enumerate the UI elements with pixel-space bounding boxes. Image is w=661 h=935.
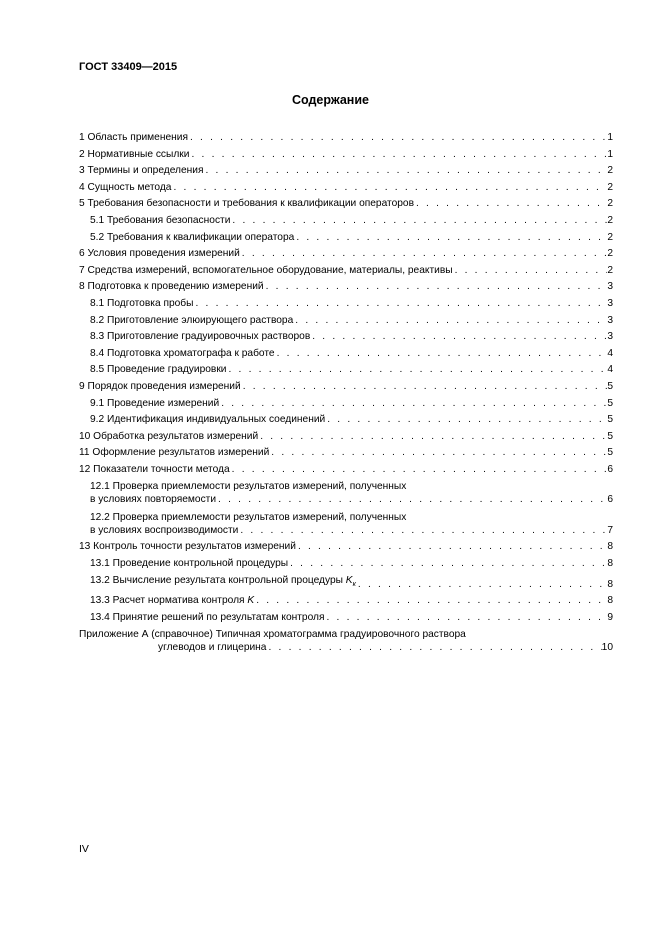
toc-entry-2[interactable]: 2 Нормативные ссылки . . . 1 bbox=[79, 147, 613, 164]
document-code: ГОСТ 33409—2015 bbox=[79, 61, 178, 73]
toc-entry-4[interactable]: 4 Сущность метода . . . 2 bbox=[79, 180, 613, 197]
page-number: IV bbox=[79, 843, 89, 855]
toc-entry-12-2[interactable]: 12.2 Проверка приемлемости результатов измерений, полученных в условиях воспроизводимости . . . 7 bbox=[79, 506, 613, 537]
toc-entry-5-1[interactable]: 5.1 Требования безопасности . . . 2 bbox=[79, 213, 613, 230]
toc-entry-13[interactable]: 13 Контроль точности результатов измерений . . . 8 bbox=[79, 539, 613, 556]
toc-entry-8-3[interactable]: 8.3 Приготовление градуировочных растворов . . . 3 bbox=[79, 329, 613, 346]
toc-entry-13-1[interactable]: 13.1 Проведение контрольной процедуры . . . 8 bbox=[79, 556, 613, 573]
toc-entry-8-5[interactable]: 8.5 Проведение градуировки . . . 4 bbox=[79, 362, 613, 379]
toc-entry-8-1[interactable]: 8.1 Подготовка пробы . . . 3 bbox=[79, 296, 613, 313]
toc-entry-9[interactable]: 9 Порядок проведения измерений . . . 5 bbox=[79, 379, 613, 396]
toc-entry-1[interactable]: 1 Область применения . . . 1 bbox=[79, 130, 613, 147]
toc-entry-5-2[interactable]: 5.2 Требования к квалификации оператора . . . 2 bbox=[79, 230, 613, 247]
toc-entry-3[interactable]: 3 Термины и определения . . . 2 bbox=[79, 163, 613, 180]
toc-entry-12-1[interactable]: 12.1 Проверка приемлемости результатов измерений, полученных в условиях повторяемости . . . 6 bbox=[79, 478, 613, 506]
toc-entry-11[interactable]: 11 Оформление результатов измерений . . . 5 bbox=[79, 445, 613, 462]
toc-entry-12[interactable]: 12 Показатели точности метода . . . 6 bbox=[79, 462, 613, 479]
toc-entry-9-1[interactable]: 9.1 Проведение измерений . . . 5 bbox=[79, 396, 613, 413]
toc-entry-5[interactable]: 5 Требования безопасности и требования к квалификации операторов . . . 2 bbox=[79, 196, 613, 213]
toc-entry-13-2[interactable]: 13.2 Вычисление результата контрольной процедуры $K_к$ . . . 8 bbox=[79, 573, 613, 594]
toc-entry-6[interactable]: 6 Условия проведения измерений . . . 2 bbox=[79, 246, 613, 263]
toc-entry-appendix-a[interactable]: Приложение А (справочное) Типичная хроматограмма градуировочного раствора углеводов и глицерина . . . 10 bbox=[79, 626, 613, 654]
toc-entry-13-3[interactable]: 13.3 Расчет норматива контроля K . . . 8 bbox=[79, 593, 613, 610]
page-title: Содержание bbox=[291, 93, 369, 107]
toc-entry-7[interactable]: 7 Средства измерений, вспомогательное оборудование, материалы, реактивы . . . 2 bbox=[79, 263, 613, 280]
toc-entry-13-4[interactable]: 13.4 Принятие решений по результатам контроля . . . 9 bbox=[79, 610, 613, 627]
table-of-contents bbox=[79, 130, 613, 654]
toc-entry-9-2[interactable]: 9.2 Идентификация индивидуальных соединений . . . 5 bbox=[79, 412, 613, 429]
toc-entry-10[interactable]: 10 Обработка результатов измерений . . . 5 bbox=[79, 429, 613, 446]
toc-entry-8-4[interactable]: 8.4 Подготовка хроматографа к работе . . . 4 bbox=[79, 346, 613, 363]
toc-entry-8[interactable]: 8 Подготовка к проведению измерений . . . 3 bbox=[79, 279, 613, 296]
toc-entry-8-2[interactable]: 8.2 Приготовление элюирующего раствора . . . 3 bbox=[79, 313, 613, 330]
